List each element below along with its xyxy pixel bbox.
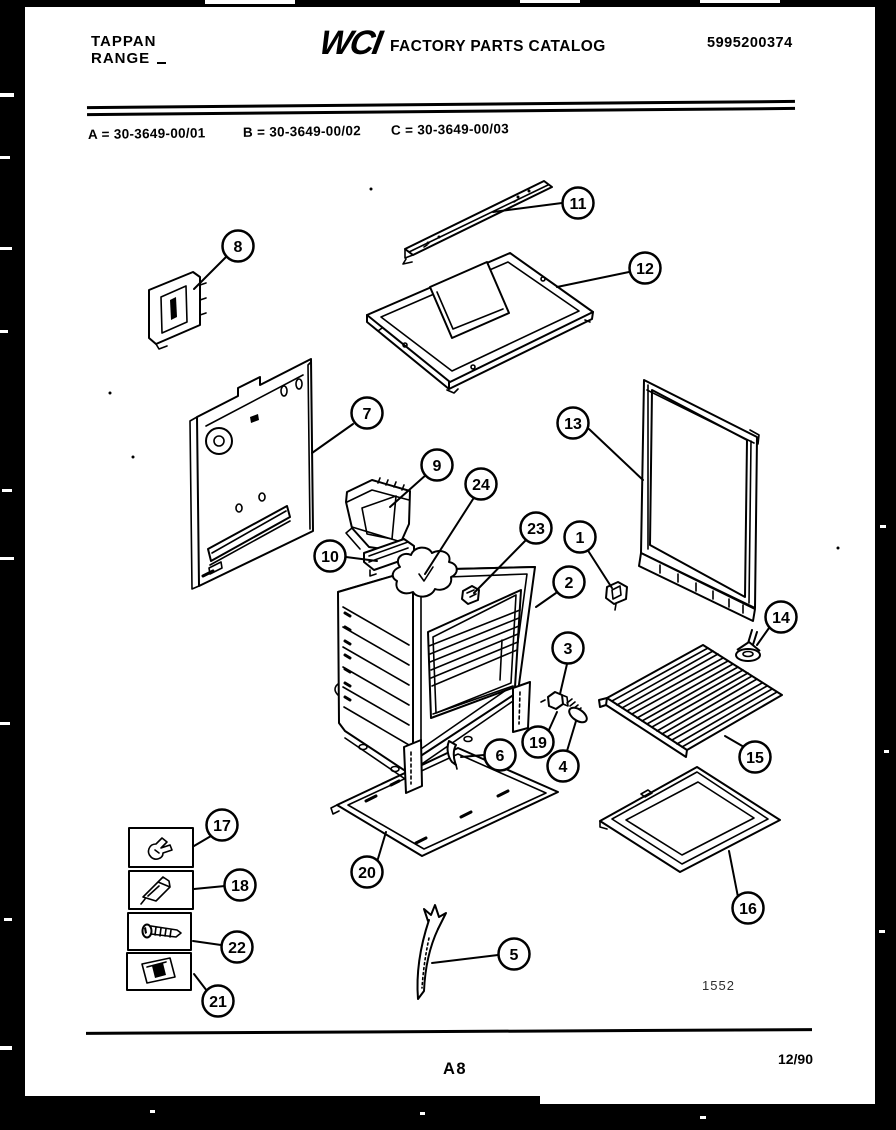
callout-11 [563,188,594,219]
model-b: B = 30-3649-00/02 [242,123,362,140]
brand-block [91,33,156,67]
brand-line-1: TAPPAN [91,33,157,50]
svg-text:8: 8 [233,239,243,256]
model-a: A = 30-3649-00/01 [87,125,206,142]
callout-4 [548,751,579,782]
svg-text:20: 20 [358,865,376,882]
svg-text:12: 12 [636,261,654,278]
part-20-bottom-panel [331,748,558,856]
svg-text:2: 2 [564,575,574,592]
callout-16 [733,893,764,924]
scan-border-bottom [0,1104,896,1130]
part-12-main-top-panel [367,253,593,393]
svg-text:10: 10 [321,549,339,566]
part-16-drawer-pan [600,767,780,872]
hardware-box-22 [128,913,191,950]
part-8-bracket [149,272,206,349]
callout-17 [207,810,238,841]
date-code: 12/90 [777,1051,813,1067]
callout-21 [203,986,234,1017]
callout-22 [222,932,253,963]
callout-20 [352,857,383,888]
part-11-rail [403,181,552,264]
part-5-support-bracket [417,905,446,999]
part-7-rear-panel [190,359,313,589]
callout-8 [223,231,254,262]
callout-1 [565,522,596,553]
part-1-clip [606,582,627,610]
page-code: A8 [443,1060,468,1078]
callout-23 [521,513,552,544]
catalog-title: FACTORY PARTS CATALOG [390,38,606,55]
hardware-box-18 [129,871,193,909]
svg-text:11: 11 [569,196,587,213]
brand-line-2: RANGE [91,50,151,67]
svg-text:3: 3 [563,641,573,658]
callout-6 [485,740,516,771]
publication-number: 5995200374 [707,35,793,51]
svg-text:19: 19 [529,735,547,752]
model-c: C = 30-3649-00/03 [390,121,510,138]
callout-24 [466,469,497,500]
callout-10 [315,541,346,572]
callout-2 [554,567,585,598]
svg-text:18: 18 [231,878,249,895]
svg-text:23: 23 [527,521,545,538]
svg-text:1: 1 [575,530,585,547]
callout-9 [422,450,453,481]
svg-text:14: 14 [772,610,790,627]
callout-14 [766,602,797,633]
scan-border-right [875,0,896,1130]
hardware-box-17 [129,828,193,867]
wci-logo: WCI [316,24,384,62]
callout-15 [740,742,771,773]
part-15-oven-rack [599,645,782,757]
part-13-side-frame [639,380,759,621]
callout-7 [352,398,383,429]
figure-code: 1552 [702,978,735,993]
callout-19 [523,727,554,758]
callout-13 [558,408,589,439]
part-3-valve-assembly [541,692,589,725]
svg-text:22: 22 [228,940,246,957]
svg-text:17: 17 [213,818,231,835]
svg-text:15: 15 [746,750,764,767]
svg-text:13: 13 [564,416,582,433]
svg-text:7: 7 [362,406,372,423]
svg-text:4: 4 [558,759,568,776]
callout-18 [225,870,256,901]
svg-text:24: 24 [472,477,490,494]
callout-5 [499,939,530,970]
svg-text:9: 9 [432,458,442,475]
callout-12 [630,253,661,284]
svg-text:16: 16 [739,901,757,918]
svg-text:21: 21 [209,994,227,1011]
svg-text:6: 6 [495,748,505,765]
scan-border-left [0,0,25,1130]
callout-3 [553,633,584,664]
hardware-box-21 [127,953,191,990]
svg-text:5: 5 [509,947,519,964]
